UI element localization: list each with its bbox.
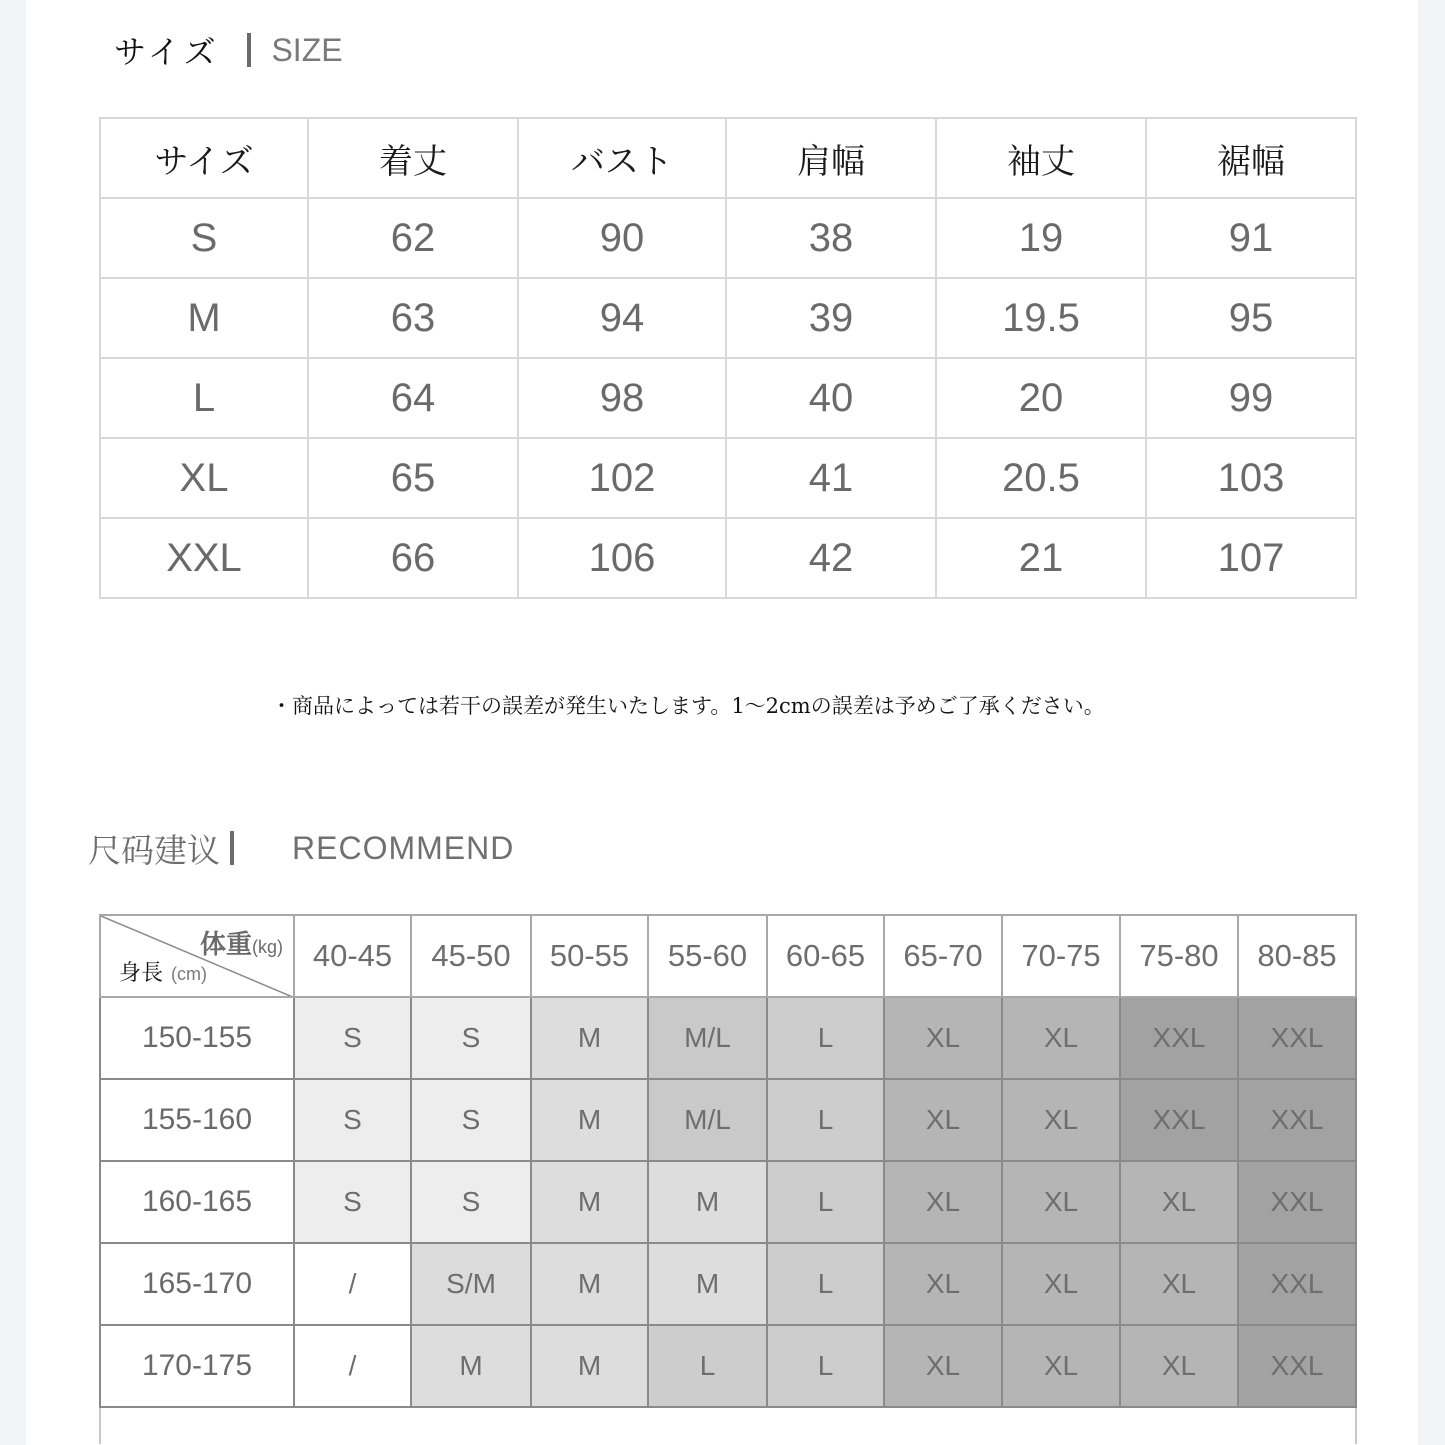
recommended-size-cell: L (648, 1325, 767, 1407)
recommend-title-en: RECOMMEND (292, 829, 515, 866)
height-range-cell: 150-155 (100, 997, 294, 1079)
measurement-cell: 95 (1146, 278, 1356, 358)
column-header: 着丈 (308, 118, 518, 198)
page (26, 0, 1418, 1445)
recommended-size-cell: XL (1120, 1325, 1238, 1407)
size-label-cell: XXL (100, 518, 308, 598)
recommended-size-cell: M/L (648, 997, 767, 1079)
size-label-cell: M (100, 278, 308, 358)
recommended-size-cell: XL (884, 1325, 1002, 1407)
recommended-size-cell: XL (884, 997, 1002, 1079)
weight-range-header: 40-45 (294, 915, 411, 997)
recommended-size-cell: L (767, 1079, 884, 1161)
recommended-size-cell: XL (884, 1161, 1002, 1243)
weight-range-header: 65-70 (884, 915, 1002, 997)
table-row (100, 278, 1356, 358)
measurement-cell: 20 (936, 358, 1146, 438)
weight-unit: (kg) (252, 937, 283, 957)
size-label-cell: XL (100, 438, 308, 518)
recommended-size-cell: XXL (1238, 997, 1356, 1079)
recommended-size-cell: L (767, 1325, 884, 1407)
title-divider (247, 33, 251, 67)
weight-range-header: 60-65 (767, 915, 884, 997)
recommended-size-cell: XL (884, 1243, 1002, 1325)
column-header: 袖丈 (936, 118, 1146, 198)
recommended-size-cell: S (411, 1161, 531, 1243)
measurement-cell: 90 (518, 198, 726, 278)
size-table (99, 117, 1357, 599)
measurement-cell: 38 (726, 198, 936, 278)
weight-header-row (100, 915, 1356, 997)
height-unit: (cm) (171, 964, 207, 984)
recommended-size-cell: M (648, 1161, 767, 1243)
recommended-size-cell: M (531, 1325, 648, 1407)
table-row (100, 198, 1356, 278)
height-range-cell: 165-170 (100, 1243, 294, 1325)
height-range-cell: 160-165 (100, 1161, 294, 1243)
recommended-size-cell: XL (1002, 1079, 1120, 1161)
measurement-cell: 42 (726, 518, 936, 598)
recommended-size-cell: S (294, 997, 411, 1079)
title-divider (230, 831, 234, 865)
measurement-cell: 19 (936, 198, 1146, 278)
weight-range-header: 70-75 (1002, 915, 1120, 997)
measurement-cell: 63 (308, 278, 518, 358)
table-row (100, 518, 1356, 598)
size-label-cell: L (100, 358, 308, 438)
height-range-cell: 170-175 (100, 1325, 294, 1407)
recommended-size-cell: M (531, 1079, 648, 1161)
recommended-size-cell: XL (1120, 1243, 1238, 1325)
measurement-cell: 65 (308, 438, 518, 518)
recommended-size-cell: S (294, 1079, 411, 1161)
table-row (100, 997, 1356, 1079)
recommended-size-cell: M/L (648, 1079, 767, 1161)
measurement-cell: 107 (1146, 518, 1356, 598)
size-title-jp: サイズ (114, 33, 220, 71)
empty-row (100, 1407, 1356, 1444)
recommended-size-cell: L (767, 1243, 884, 1325)
measurement-cell: 102 (518, 438, 726, 518)
table-row (100, 1161, 1356, 1243)
height-range-cell: 155-160 (100, 1079, 294, 1161)
weight-axis-label (200, 924, 283, 961)
measurement-cell: 106 (518, 518, 726, 598)
recommended-size-cell: XXL (1120, 997, 1238, 1079)
recommended-size-cell: L (767, 1161, 884, 1243)
measurement-cell: 21 (936, 518, 1146, 598)
recommended-size-cell: S (411, 1079, 531, 1161)
column-header: 裾幅 (1146, 118, 1356, 198)
measurement-cell: 40 (726, 358, 936, 438)
recommended-size-cell: / (294, 1325, 411, 1407)
recommended-size-cell: XXL (1238, 1079, 1356, 1161)
recommended-size-cell: XL (1002, 997, 1120, 1079)
table-row (100, 438, 1356, 518)
weight-label: 体重 (199, 929, 252, 959)
table-footer-row (100, 1407, 1356, 1444)
measurement-cell: 94 (518, 278, 726, 358)
weight-range-header: 55-60 (648, 915, 767, 997)
recommended-size-cell: XL (884, 1079, 1002, 1161)
weight-range-header: 75-80 (1120, 915, 1238, 997)
recommended-size-cell: XXL (1238, 1243, 1356, 1325)
corner-header-cell (100, 915, 294, 997)
recommend-title-jp: 尺码建议 (88, 830, 220, 870)
height-axis-label (119, 952, 207, 988)
size-label-cell: S (100, 198, 308, 278)
recommended-size-cell: XL (1002, 1325, 1120, 1407)
measurement-cell: 103 (1146, 438, 1356, 518)
measurement-cell: 66 (308, 518, 518, 598)
column-header: 肩幅 (726, 118, 936, 198)
recommended-size-cell: M (531, 997, 648, 1079)
measurement-cell: 99 (1146, 358, 1356, 438)
recommended-size-cell: XL (1002, 1243, 1120, 1325)
recommended-size-cell: M (531, 1243, 648, 1325)
size-header-row (100, 118, 1356, 198)
size-title-en: SIZE (271, 31, 343, 68)
column-header: バスト (518, 118, 726, 198)
recommended-size-cell: XXL (1238, 1325, 1356, 1407)
recommend-section-title (88, 824, 514, 872)
recommended-size-cell: / (294, 1243, 411, 1325)
recommended-size-cell: S/M (411, 1243, 531, 1325)
weight-range-header: 45-50 (411, 915, 531, 997)
measurement-cell: 19.5 (936, 278, 1146, 358)
table-row (100, 358, 1356, 438)
recommended-size-cell: M (411, 1325, 531, 1407)
size-recommendation-table (99, 914, 1357, 1444)
recommended-size-cell: L (767, 997, 884, 1079)
recommended-size-cell: XXL (1238, 1161, 1356, 1243)
recommended-size-cell: XL (1002, 1161, 1120, 1243)
recommended-size-cell: M (531, 1161, 648, 1243)
measurement-cell: 20.5 (936, 438, 1146, 518)
table-row (100, 1243, 1356, 1325)
measurement-cell: 39 (726, 278, 936, 358)
recommended-size-cell: M (648, 1243, 767, 1325)
recommended-size-cell: S (411, 997, 531, 1079)
size-section-title (114, 28, 343, 72)
measurement-cell: 91 (1146, 198, 1356, 278)
recommended-size-cell: XL (1120, 1161, 1238, 1243)
weight-range-header: 50-55 (531, 915, 648, 997)
table-row (100, 1325, 1356, 1407)
measurement-cell: 64 (308, 358, 518, 438)
height-label: 身長 (119, 961, 164, 986)
measurement-cell: 98 (518, 358, 726, 438)
recommended-size-cell: XXL (1120, 1079, 1238, 1161)
measurement-note: ・商品によっては若干の誤差が発生いたします。1～2cmの誤差は予めご了承ください。 (271, 694, 1105, 718)
weight-range-header: 80-85 (1238, 915, 1356, 997)
column-header: サイズ (100, 118, 308, 198)
measurement-cell: 41 (726, 438, 936, 518)
table-row (100, 1079, 1356, 1161)
recommended-size-cell: S (294, 1161, 411, 1243)
measurement-cell: 62 (308, 198, 518, 278)
